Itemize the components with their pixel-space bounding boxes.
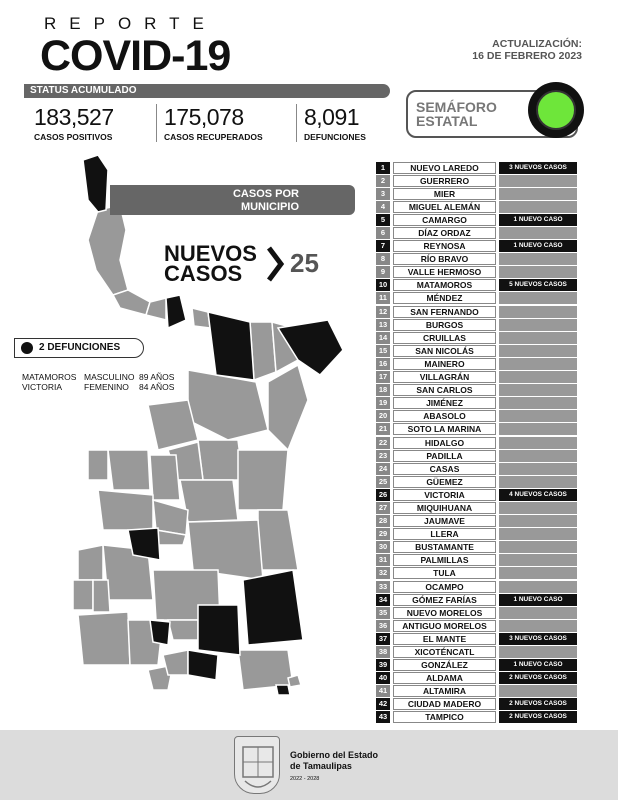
table-row xyxy=(376,266,580,279)
municipio-name: CIUDAD MADERO xyxy=(393,698,496,710)
map-region-16 xyxy=(88,450,108,480)
update-label: ACTUALIZACIÓN: xyxy=(492,38,582,50)
defunciones-title: 2 DEFUNCIONES xyxy=(39,342,121,353)
municipio-name: TULA xyxy=(393,567,496,579)
municipio-number: 29 xyxy=(376,528,390,540)
municipio-casos xyxy=(499,188,577,200)
municipio-number: 39 xyxy=(376,659,390,671)
municipio-number: 20 xyxy=(376,410,390,422)
map-region-40 xyxy=(243,570,303,645)
gobierno-label xyxy=(290,750,378,772)
municipio-casos xyxy=(499,410,577,422)
tamaulipas-map xyxy=(58,150,358,710)
municipio-casos xyxy=(499,554,577,566)
table-row xyxy=(376,318,580,331)
map-region-39 xyxy=(198,605,240,655)
municipio-casos xyxy=(499,345,577,357)
municipio-casos: 2 NUEVOS CASOS xyxy=(499,698,577,710)
casos-municipio-line1: CASOS POR xyxy=(232,188,299,200)
municipio-casos xyxy=(499,646,577,658)
defuncion-sexo: FEMENINO xyxy=(84,382,129,392)
municipio-number: 37 xyxy=(376,633,390,645)
municipio-name: JAUMAVE xyxy=(393,515,496,527)
municipio-name: JIMÉNEZ xyxy=(393,397,496,409)
map-region-42 xyxy=(288,675,301,687)
municipio-name: NUEVO LAREDO xyxy=(393,162,496,174)
municipio-casos xyxy=(499,581,577,593)
municipio-casos xyxy=(499,292,577,304)
municipio-number: 24 xyxy=(376,463,390,475)
defuncion-edad: 84 AÑOS xyxy=(139,382,175,392)
nuevos-casos-label xyxy=(164,241,257,286)
municipio-number: 11 xyxy=(376,292,390,304)
update-info xyxy=(472,38,582,62)
municipio-number: 14 xyxy=(376,332,390,344)
stat-recuperados xyxy=(164,104,263,142)
municipio-number: 41 xyxy=(376,685,390,697)
table-row xyxy=(376,357,580,370)
table-row xyxy=(376,436,580,449)
municipio-casos xyxy=(499,685,577,697)
table-row xyxy=(376,292,580,305)
municipio-number: 23 xyxy=(376,450,390,462)
table-row xyxy=(376,200,580,213)
municipio-casos xyxy=(499,332,577,344)
semaforo-label xyxy=(416,100,497,128)
table-row xyxy=(376,528,580,541)
municipio-casos xyxy=(499,620,577,632)
defuncion-municipio: VICTORIA xyxy=(22,382,62,392)
gobierno-line1: Gobierno del Estado xyxy=(290,750,379,760)
municipio-number: 28 xyxy=(376,515,390,527)
map-region-18 xyxy=(150,455,180,500)
table-row xyxy=(376,331,580,344)
defunciones-list xyxy=(22,372,174,392)
table-row xyxy=(376,187,580,200)
green-light-icon xyxy=(536,90,576,130)
table-row xyxy=(376,501,580,514)
municipio-casos xyxy=(499,397,577,409)
recuperados-value: 175,078 xyxy=(164,104,244,130)
municipio-casos: 2 NUEVOS CASOS xyxy=(499,711,577,723)
municipio-number: 9 xyxy=(376,266,390,278)
table-row xyxy=(376,344,580,357)
municipio-name: TAMPICO xyxy=(393,711,496,723)
municipio-casos: 1 NUEVO CASO xyxy=(499,214,577,226)
municipio-number: 42 xyxy=(376,698,390,710)
municipio-number: 31 xyxy=(376,554,390,566)
table-row xyxy=(376,475,580,488)
municipio-number: 25 xyxy=(376,476,390,488)
map-region-20 xyxy=(238,450,288,510)
table-row xyxy=(376,593,580,606)
municipio-name: PALMILLAS xyxy=(393,554,496,566)
map-region-37 xyxy=(188,650,218,680)
municipio-casos xyxy=(499,227,577,239)
stat-positivos xyxy=(34,104,114,142)
table-row xyxy=(376,240,580,253)
covid-title: COVID-19 xyxy=(40,32,231,80)
municipio-name: SOTO LA MARINA xyxy=(393,423,496,435)
map-region-6 xyxy=(192,308,210,328)
casos-municipio-line2: MUNICIPIO xyxy=(240,201,299,213)
table-row xyxy=(376,462,580,475)
table-row xyxy=(376,488,580,501)
municipio-name: PADILLA xyxy=(393,450,496,462)
municipio-name: VALLE HERMOSO xyxy=(393,266,496,278)
table-row xyxy=(376,279,580,292)
table-row xyxy=(376,541,580,554)
positivos-label: CASOS POSITIVOS xyxy=(34,132,113,142)
municipio-casos xyxy=(499,175,577,187)
municipio-number: 26 xyxy=(376,489,390,501)
table-row xyxy=(376,554,580,567)
bullet-icon xyxy=(21,342,33,354)
municipio-casos: 5 NUEVOS CASOS xyxy=(499,279,577,291)
gobierno-years: 2022 - 2028 xyxy=(290,776,320,782)
divider xyxy=(156,104,157,142)
municipio-casos xyxy=(499,450,577,462)
municipio-name: XICOTÉNCATL xyxy=(393,646,496,658)
semaforo-box xyxy=(406,90,578,138)
municipio-casos: 2 NUEVOS CASOS xyxy=(499,672,577,684)
municipio-number: 21 xyxy=(376,423,390,435)
map-region-14 xyxy=(198,440,243,480)
table-row xyxy=(376,384,580,397)
map-region-2 xyxy=(88,205,128,295)
municipio-name: REYNOSA xyxy=(393,240,496,252)
municipio-name: RÍO BRAVO xyxy=(393,253,496,265)
table-row xyxy=(376,567,580,580)
municipio-number: 36 xyxy=(376,620,390,632)
map-region-17 xyxy=(108,450,150,490)
table-row xyxy=(376,580,580,593)
municipio-name: MAINERO xyxy=(393,358,496,370)
municipio-name: BURGOS xyxy=(393,319,496,331)
municipio-casos xyxy=(499,358,577,370)
defuncion-municipio: MATAMOROS xyxy=(22,372,77,382)
table-row xyxy=(376,449,580,462)
municipio-name: CASAS xyxy=(393,463,496,475)
municipio-casos xyxy=(499,384,577,396)
table-row xyxy=(376,397,580,410)
table-row xyxy=(376,423,580,436)
municipio-number: 10 xyxy=(376,279,390,291)
municipio-number: 5 xyxy=(376,214,390,226)
municipios-table xyxy=(376,161,580,724)
map-region-12 xyxy=(268,365,308,450)
municipio-casos: 4 NUEVOS CASOS xyxy=(499,489,577,501)
casos-municipio-label xyxy=(110,185,355,215)
state-seal-icon xyxy=(234,736,280,794)
table-row xyxy=(376,711,580,724)
semaforo-line2: ESTATAL xyxy=(416,113,478,129)
municipio-casos xyxy=(499,515,577,527)
municipio-casos xyxy=(499,319,577,331)
municipio-casos xyxy=(499,607,577,619)
footer xyxy=(0,730,618,800)
municipio-casos xyxy=(499,423,577,435)
table-row xyxy=(376,226,580,239)
municipio-casos xyxy=(499,463,577,475)
chevron-right-icon xyxy=(266,246,286,282)
municipio-name: ANTIGUO MORELOS xyxy=(393,620,496,632)
map-region-11 xyxy=(188,370,268,440)
stat-defunciones xyxy=(304,104,366,142)
nuevos-casos-count: 25 xyxy=(290,248,319,278)
municipio-number: 18 xyxy=(376,384,390,396)
municipio-number: 1 xyxy=(376,162,390,174)
defunciones-label: DEFUNCIONES xyxy=(304,132,366,142)
defuncion-edad: 89 AÑOS xyxy=(139,372,175,382)
municipio-name: ABASOLO xyxy=(393,410,496,422)
municipio-name: CRUILLAS xyxy=(393,332,496,344)
map-region-31 xyxy=(93,580,110,612)
municipio-number: 4 xyxy=(376,201,390,213)
municipio-casos xyxy=(499,541,577,553)
defuncion-row xyxy=(22,372,174,382)
municipio-casos xyxy=(499,528,577,540)
municipio-number: 8 xyxy=(376,253,390,265)
municipio-casos: 1 NUEVO CASO xyxy=(499,240,577,252)
municipio-name: MIGUEL ALEMÁN xyxy=(393,201,496,213)
gobierno-line2: de Tamaulipas xyxy=(290,761,352,771)
divider xyxy=(296,104,297,142)
map-region-3 xyxy=(113,290,150,315)
municipio-number: 43 xyxy=(376,711,390,723)
positivos-value: 183,527 xyxy=(34,104,114,130)
municipio-name: GUERRERO xyxy=(393,175,496,187)
municipio-name: GÓMEZ FARÍAS xyxy=(393,594,496,606)
defunciones-box xyxy=(14,338,144,358)
municipio-number: 7 xyxy=(376,240,390,252)
map-region-27 xyxy=(78,545,103,580)
table-row xyxy=(376,645,580,658)
map-region-36 xyxy=(163,650,188,675)
table-row xyxy=(376,161,580,174)
recuperados-label: CASOS RECUPERADOS xyxy=(164,132,263,142)
map-region-7 xyxy=(208,312,254,380)
municipio-number: 16 xyxy=(376,358,390,370)
table-row xyxy=(376,619,580,632)
nuevos-line1: NUEVOS xyxy=(164,241,257,266)
municipio-number: 15 xyxy=(376,345,390,357)
traffic-light-icon xyxy=(528,82,584,138)
map-region-26 xyxy=(128,528,160,560)
municipio-name: ALDAMA xyxy=(393,672,496,684)
municipio-name: LLERA xyxy=(393,528,496,540)
map-region-1 xyxy=(83,155,108,212)
map-region-13 xyxy=(148,400,198,450)
municipio-casos xyxy=(499,201,577,213)
municipio-number: 40 xyxy=(376,672,390,684)
municipio-number: 17 xyxy=(376,371,390,383)
table-row xyxy=(376,659,580,672)
table-row xyxy=(376,698,580,711)
municipio-name: BUSTAMANTE xyxy=(393,541,496,553)
municipio-casos xyxy=(499,437,577,449)
municipio-name: SAN FERNANDO xyxy=(393,306,496,318)
municipio-name: GONZÁLEZ xyxy=(393,659,496,671)
defuncion-sexo: MASCULINO xyxy=(84,372,135,382)
table-row xyxy=(376,606,580,619)
municipio-name: SAN NICOLÁS xyxy=(393,345,496,357)
table-row xyxy=(376,672,580,685)
municipio-number: 32 xyxy=(376,567,390,579)
table-row xyxy=(376,685,580,698)
municipio-number: 2 xyxy=(376,175,390,187)
municipio-number: 27 xyxy=(376,502,390,514)
map-region-32 xyxy=(78,612,130,665)
map-region-41 xyxy=(238,650,293,690)
map-region-21 xyxy=(258,510,298,570)
map-region-19 xyxy=(180,480,238,522)
municipio-name: CAMARGO xyxy=(393,214,496,226)
municipio-name: DÍAZ ORDAZ xyxy=(393,227,496,239)
table-row xyxy=(376,410,580,423)
map-region-22 xyxy=(98,490,153,530)
municipio-number: 34 xyxy=(376,594,390,606)
municipio-name: OCAMPO xyxy=(393,581,496,593)
map-region-30 xyxy=(73,580,93,610)
municipio-number: 35 xyxy=(376,607,390,619)
municipio-casos xyxy=(499,476,577,488)
semaforo-line1: SEMÁFORO xyxy=(416,99,497,115)
municipio-number: 3 xyxy=(376,188,390,200)
municipio-casos xyxy=(499,253,577,265)
municipio-number: 22 xyxy=(376,437,390,449)
status-title: STATUS ACUMULADO xyxy=(24,84,390,98)
defuncion-row xyxy=(22,382,174,392)
municipio-name: MIER xyxy=(393,188,496,200)
municipio-name: MÉNDEZ xyxy=(393,292,496,304)
municipio-name: MATAMOROS xyxy=(393,279,496,291)
municipio-name: GÜEMEZ xyxy=(393,476,496,488)
municipio-casos xyxy=(499,266,577,278)
municipio-name: VICTORIA xyxy=(393,489,496,501)
table-row xyxy=(376,174,580,187)
table-row xyxy=(376,515,580,528)
municipio-casos: 3 NUEVOS CASOS xyxy=(499,633,577,645)
map-region-5 xyxy=(166,295,186,328)
municipio-name: SAN CARLOS xyxy=(393,384,496,396)
table-row xyxy=(376,632,580,645)
municipio-casos xyxy=(499,306,577,318)
nuevos-line2: CASOS xyxy=(164,261,243,286)
table-row xyxy=(376,371,580,384)
map-region-38 xyxy=(168,620,198,640)
municipio-name: VILLAGRÁN xyxy=(393,371,496,383)
table-row xyxy=(376,305,580,318)
reporte-heading: REPORTE xyxy=(44,14,217,33)
municipio-name: MIQUIHUANA xyxy=(393,502,496,514)
municipio-casos xyxy=(499,567,577,579)
municipio-number: 13 xyxy=(376,319,390,331)
update-date: 16 DE FEBRERO 2023 xyxy=(472,50,582,62)
municipio-name: NUEVO MORELOS xyxy=(393,607,496,619)
municipio-number: 38 xyxy=(376,646,390,658)
municipio-number: 30 xyxy=(376,541,390,553)
municipio-casos xyxy=(499,502,577,514)
municipio-number: 12 xyxy=(376,306,390,318)
municipio-number: 19 xyxy=(376,397,390,409)
map-region-34 xyxy=(150,620,170,645)
table-row xyxy=(376,213,580,226)
municipio-name: ALTAMIRA xyxy=(393,685,496,697)
municipio-casos: 1 NUEVO CASO xyxy=(499,594,577,606)
municipio-casos: 3 NUEVOS CASOS xyxy=(499,162,577,174)
map-region-43 xyxy=(276,685,290,695)
defunciones-value: 8,091 xyxy=(304,104,360,130)
table-row xyxy=(376,253,580,266)
municipio-casos: 1 NUEVO CASO xyxy=(499,659,577,671)
municipio-name: HIDALGO xyxy=(393,437,496,449)
municipio-name: EL MANTE xyxy=(393,633,496,645)
municipio-casos xyxy=(499,371,577,383)
municipio-number: 33 xyxy=(376,581,390,593)
municipio-number: 6 xyxy=(376,227,390,239)
